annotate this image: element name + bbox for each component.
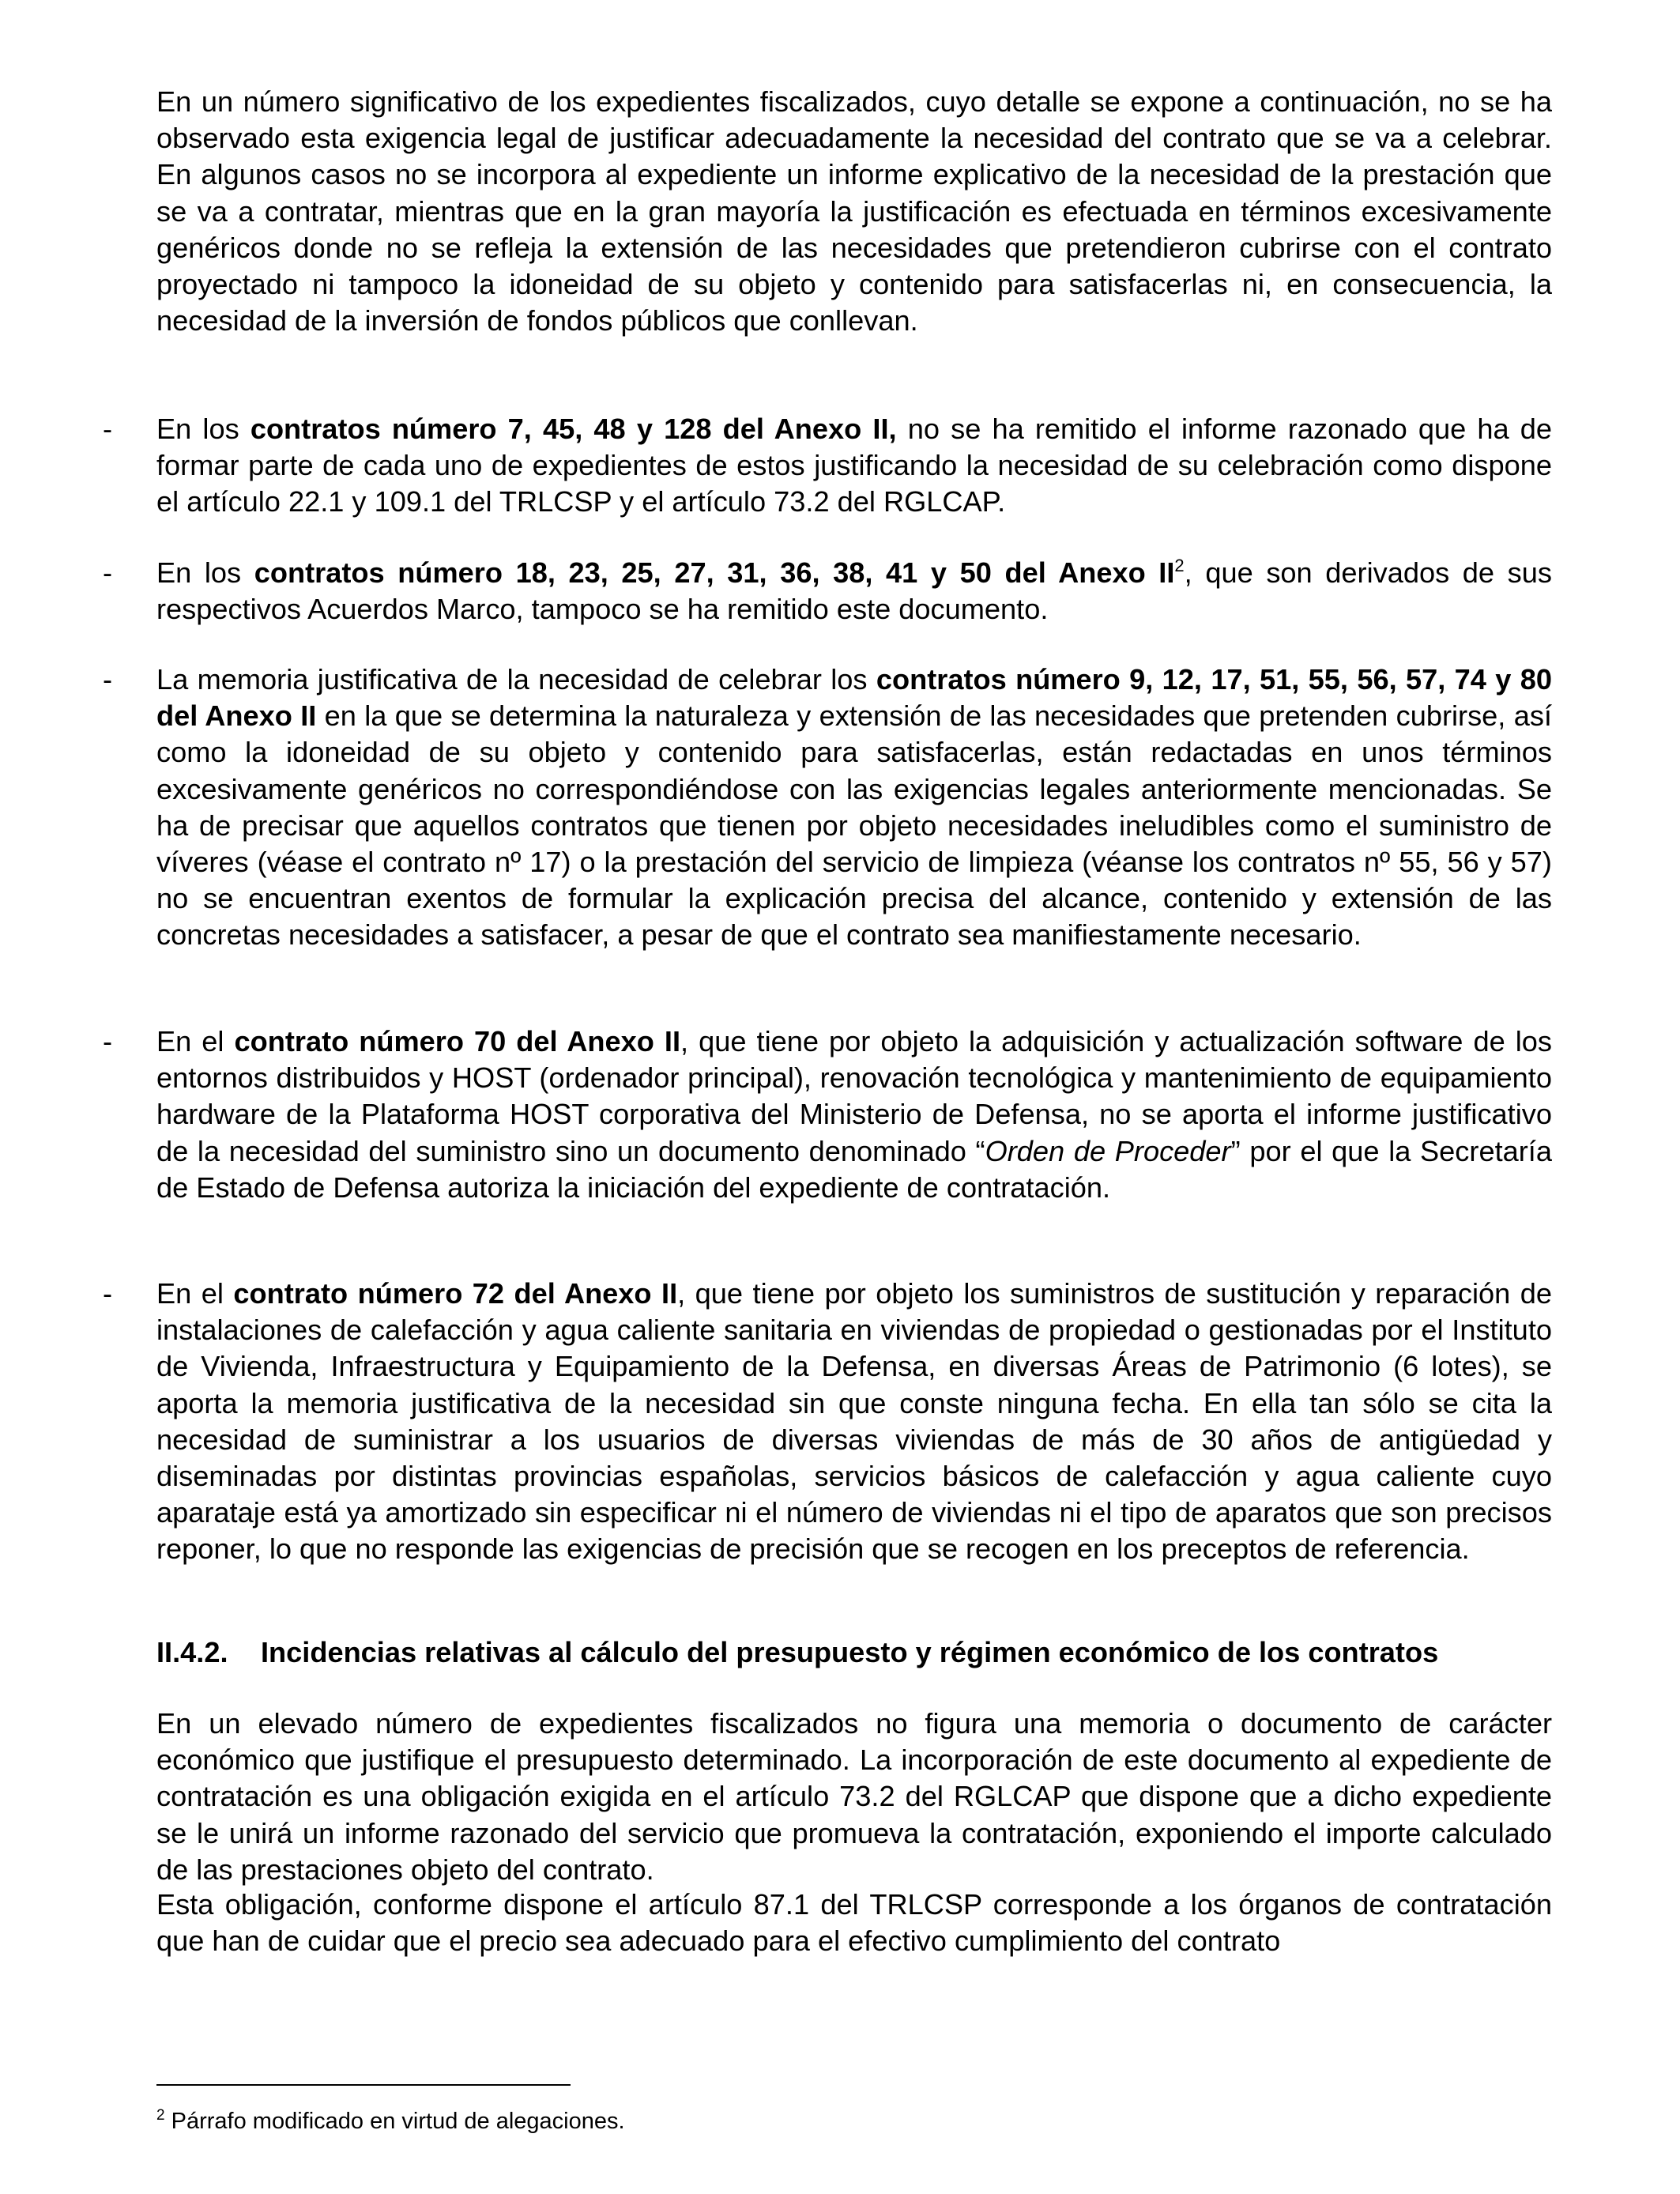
bullet-text: , que son derivados de sus respectivos Acuerdos Marco, tampoco se ha remitido este documento. (156, 556, 1552, 626)
list-item (103, 662, 1552, 954)
list-item (103, 555, 1552, 628)
list-item (103, 411, 1552, 521)
section-heading (156, 1634, 1563, 1671)
body-paragraph: En un elevado número de expedientes fiscalizados no figura una memoria o documento de carácter económico que justifique el presupuesto determinado. La incorporación de este documento al expediente de contratación es una obligación exigida en el artículo 73.2 del RGLCAP que dispone que a dicho expediente se le unirá un informe razonado del servicio que promueva la contratación, exponiendo el importe calculado de las prestaciones objeto del contrato. (156, 1707, 1552, 1886)
list-item (103, 1023, 1552, 1206)
bullet-text: En los (156, 413, 250, 445)
section-title: Incidencias relativas al cálculo del presupuesto y régimen económico de los contratos (261, 1636, 1439, 1668)
bullet-text: en la que se determina la naturaleza y extensión de las necesidades que pretenden cubrirse, así como la idoneidad de su objeto y contenido para satisfacerlas, están redactadas en unos términos excesivamente genéricos no correspondiéndose con las exigencias legales anteriormente mencionadas. Se ha de precisar que aquellos contratos que tienen por objeto necesidades ineludibles como el suministro de víveres (véase el contrato nº 17) o la prestación del servicio de limpieza (véanse los contratos nº 55, 56 y 57) no se encuentran exentos de formular la explicación precisa del alcance, contenido y extensión de las concretas necesidades a satisfacer, a pesar de que el contrato sea manifiestamente necesario. (156, 699, 1552, 952)
list-item-text (156, 411, 1552, 521)
bullet-text: , que tiene por objeto la adquisición y actualización software de los entornos distribuidos y HOST (ordenador principal), renovación tecnológica y mantenimiento de equipamiento hardware de la Plataforma HOST corporativa del Ministerio de Defensa, no se aporta el informe justificativo de la necesidad del suministro sino un documento denominado “ (156, 1025, 1552, 1167)
list-item-text (156, 662, 1552, 954)
list-item-text (156, 1023, 1552, 1206)
bullet-text: En los (156, 556, 254, 589)
footnote-text: Párrafo modificado en virtud de alegaciones. (164, 2109, 625, 2134)
bullet-text: no se ha remitido el informe razonado que ha de formar parte de cada uno de expedientes de estos justificando la necesidad de su celebración como dispone el artículo 22.1 y 109.1 del TRLCSP y el artículo 73.2 del RGLCAP. (156, 413, 1552, 518)
bullet-dash: - (103, 1025, 113, 1057)
footnote-number: 2 (156, 2107, 165, 2124)
list-item-text (156, 555, 1552, 628)
bullet-bold-text: contratos número 18, 23, 25, 27, 31, 36, 38, 41 y 50 del Anexo II (254, 556, 1175, 589)
bullet-dash: - (103, 663, 113, 696)
footnote-reference: 2 (1174, 556, 1185, 575)
footnote-separator (156, 2084, 571, 2086)
bullet-dash: - (103, 1277, 113, 1310)
bullet-dash: - (103, 413, 113, 445)
bullet-dash: - (103, 556, 113, 589)
bullet-bold-text: contrato número 70 del Anexo II (234, 1025, 681, 1057)
bullet-text: En el (156, 1025, 235, 1057)
list-item-text (156, 1276, 1552, 1568)
bullet-italic-text: Orden de Proceder (985, 1134, 1231, 1167)
bullet-bold-text: contrato número 72 del Anexo II (233, 1277, 678, 1310)
body-paragraph: Esta obligación, conforme dispone el artículo 87.1 del TRLCSP corresponde a los órganos de contratación que han de cuidar que el precio sea adecuado para el efectivo cumplimiento del contrato (156, 1888, 1552, 1958)
footnote (156, 2107, 625, 2136)
intro-paragraph: En un número significativo de los expedientes fiscalizados, cuyo detalle se expone a continuación, no se ha observado esta exigencia legal de justificar adecuadamente la necesidad del contrato que se va a celebrar. En algunos casos no se incorpora al expediente un informe explicativo de la necesidad de la prestación que se va a contratar, mientras que en la gran mayoría la justificación es efectuada en términos excesivamente genéricos donde no se refleja la extensión de las necesidades que pretendieron cubrirse con el contrato proyectado ni tampoco la idoneidad de su objeto y contenido para satisfacerlas ni, en consecuencia, la necesidad de la inversión de fondos públicos que conllevan. (156, 85, 1552, 337)
bullet-text: ” por el que la Secretaría de Estado de Defensa autoriza la iniciación del expediente de contratación. (156, 1134, 1552, 1204)
bullet-text: La memoria justificativa de la necesidad de celebrar los (156, 663, 876, 696)
bullet-text: , que tiene por objeto los suministros de sustitución y reparación de instalaciones de calefacción y agua caliente sanitaria en viviendas de propiedad o gestionadas por el Instituto de Vivienda, Infraestructura y Equipamiento de la Defensa, en diversas Áreas de Patrimonio (6 lotes), se aporta la memoria justificativa de la necesidad sin que conste ninguna fecha. En ella tan sólo se cita la necesidad de suministrar a los usuarios de diversas viviendas de más de 30 años de antigüedad y diseminadas por distintas provincias españolas, servicios básicos de calefacción y agua caliente cuyo aparataje está ya amortizado sin especificar ni el número de viviendas ni el tipo de aparatos que son precisos reponer, lo que no responde las exigencias de precisión que se recogen en los preceptos de referencia. (156, 1277, 1552, 1566)
list-item (103, 1276, 1552, 1568)
section-number: II.4.2. (156, 1636, 228, 1668)
bullet-bold-text: contratos número 9, 12, 17, 51, 55, 56, 57, 74 y 80 del Anexo II (156, 663, 1553, 733)
bullet-text: En el (156, 1277, 234, 1310)
bullet-bold-text: contratos número 7, 45, 48 y 128 del Anexo II, (250, 413, 897, 445)
